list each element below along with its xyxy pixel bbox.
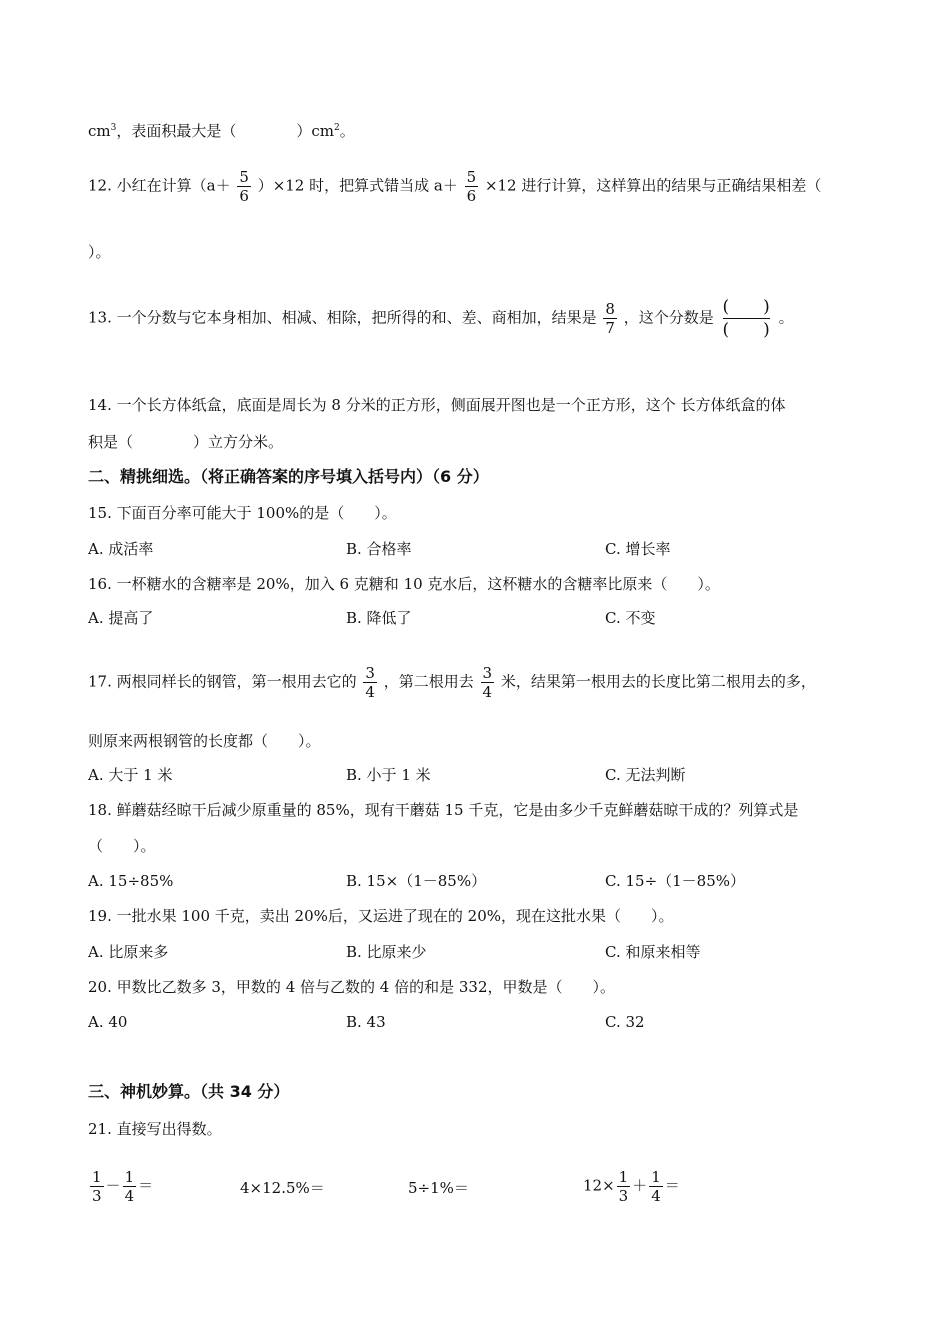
question-16: 16. 一杯糖水的含糖率是 20%，加入 6 克糖和 10 克水后，这杯糖水的含糖率比原来（ ）。 xyxy=(88,575,720,593)
option-c[interactable]: C. 15÷（1－85%） xyxy=(605,872,746,890)
expression-1: $\frac{1}{3}$ － $\frac{1}{4}$ ＝ xyxy=(92,1168,154,1205)
question-17-line2: 则原来两根钢管的长度都（ ）。 xyxy=(88,732,321,750)
fraction: $\frac{5}{6}$ xyxy=(239,168,249,205)
fraction: $\frac{1}{3}$ xyxy=(92,1168,102,1205)
option-a[interactable]: A. 成活率 xyxy=(88,540,154,558)
expression-2: 4×12.5%＝ xyxy=(240,1179,325,1197)
question-21: 21. 直接写出得数。 xyxy=(88,1120,222,1138)
section-3-heading: 三、神机妙算。（共 34 分） xyxy=(88,1082,290,1101)
question-14-line1: 14. 一个长方体纸盒，底面是周长为 8 分米的正方形，侧面展开图也是一个正方形，这个 长方体纸盒的体 xyxy=(88,396,786,414)
option-c[interactable]: C. 增长率 xyxy=(605,540,671,558)
question-18-line2: （ ）。 xyxy=(88,837,156,855)
option-c[interactable]: C. 和原来相等 xyxy=(605,943,701,961)
option-b[interactable]: B. 合格率 xyxy=(346,540,412,558)
option-a[interactable]: A. 15÷85% xyxy=(88,872,174,890)
q11-tail: $cm^3$，表面积最大是（ ）$cm^2$。 xyxy=(88,122,355,140)
option-c[interactable]: C. 无法判断 xyxy=(605,766,686,784)
fraction: $\frac{5}{6}$ xyxy=(466,168,477,205)
question-18-line1: 18. 鲜蘑菇经晾干后减少原重量的 85%，现有干蘑菇 15 千克，它是由多少千克鲜蘑菇晾干成的？列算式是 xyxy=(88,801,799,819)
option-b[interactable]: B. 降低了 xyxy=(346,609,412,627)
question-12: 12. 小红在计算（a＋ $\frac{5}{6}$ ）×12 时，把算式错当成 a＋ $\frac{5}{6}$ ×12 进行计算，这样算出的结果与正确结果相差（ xyxy=(88,168,822,205)
option-a[interactable]: A. 提高了 xyxy=(88,609,154,627)
question-19: 19. 一批水果 100 千克，卖出 20%后，又运进了现在的 20%，现在这批水果（ ）。 xyxy=(88,907,674,925)
option-c[interactable]: C. 不变 xyxy=(605,609,656,627)
question-20: 20. 甲数比乙数多 3，甲数的 4 倍与乙数的 4 倍的和是 332，甲数是（ ）。 xyxy=(88,978,615,996)
fraction: $\frac{3}{4}$ xyxy=(365,664,375,701)
question-17: 17. 两根同样长的钢管，第一根用去它的 $\frac{3}{4}$ ，第二根用去 $\frac{3}{4}$ 米，结果第一根用去的长度比第二根用去的多， xyxy=(88,664,816,701)
fraction: $\frac{3}{4}$ xyxy=(482,664,493,701)
option-b[interactable]: B. 小于 1 米 xyxy=(346,766,431,784)
question-15: 15. 下面百分率可能大于 100%的是（ ）。 xyxy=(88,504,397,522)
fraction: $\frac{1}{3}$ xyxy=(618,1168,629,1205)
option-a[interactable]: A. 40 xyxy=(88,1013,128,1031)
section-2-heading: 二、精挑细选。（将正确答案的序号填入括号内）（6 分） xyxy=(88,467,489,486)
option-b[interactable]: B. 15×（1－85%） xyxy=(346,872,487,890)
expression-4: 12× $\frac{1}{3}$ ＋ $\frac{1}{4}$ ＝ xyxy=(583,1168,680,1205)
option-b[interactable]: B. 比原来少 xyxy=(346,943,427,961)
fraction: $\frac{8}{7}$ xyxy=(605,300,615,337)
question-13: 13. 一个分数与它本身相加、相减、相除，把所得的和、差、商相加，结果是 $\frac{8}{7}$ ，这个分数是 ( ) ( ) 。 xyxy=(88,297,794,340)
option-b[interactable]: B. 43 xyxy=(346,1013,386,1031)
option-c[interactable]: C. 32 xyxy=(605,1013,645,1031)
option-a[interactable]: A. 比原来多 xyxy=(88,943,169,961)
fraction: $\frac{1}{4}$ xyxy=(124,1168,135,1205)
fraction: $\frac{1}{4}$ xyxy=(651,1168,661,1205)
expression-3: 5÷1%＝ xyxy=(408,1179,469,1197)
question-12-line2: ）。 xyxy=(88,243,111,261)
option-a[interactable]: A. 大于 1 米 xyxy=(88,766,173,784)
question-14-line2: 积是（ ）立方分米。 xyxy=(88,433,284,451)
answer-fraction-blank[interactable]: ( ) ( ) xyxy=(722,297,770,340)
